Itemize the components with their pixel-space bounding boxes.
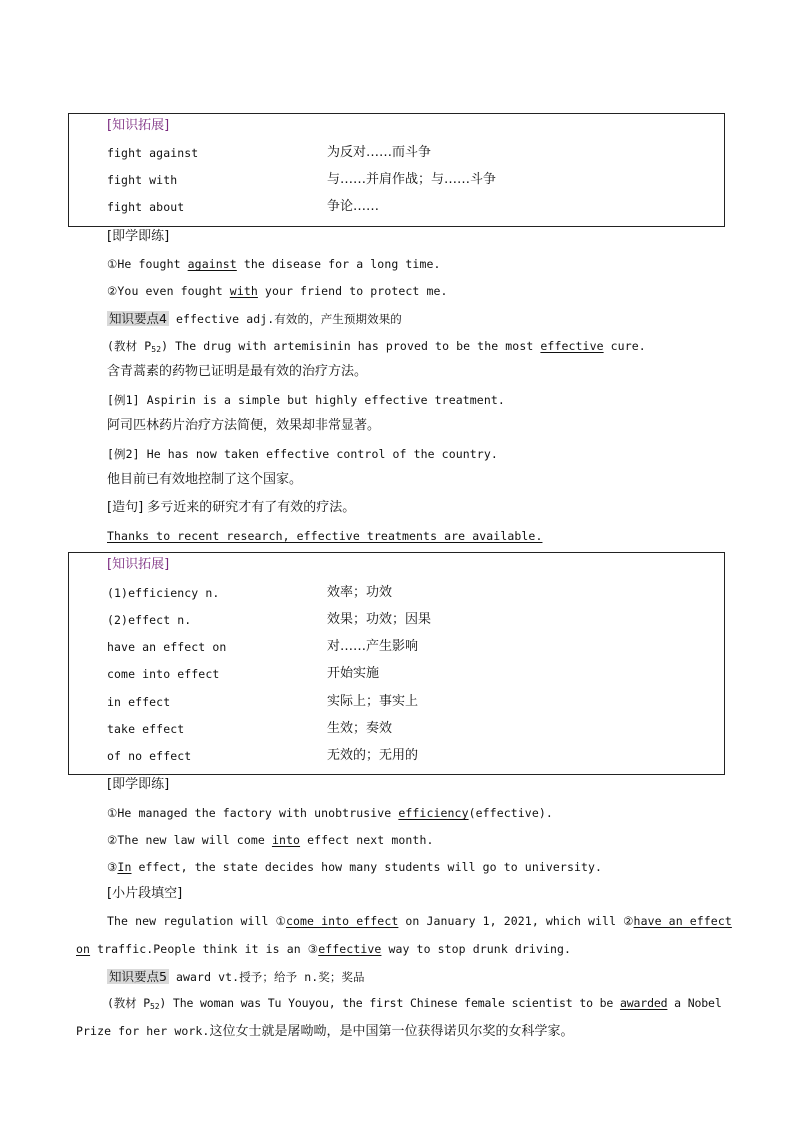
textbook-translation: 这位女士就是屠呦呦，是中国第一位获得诺贝尔奖的女科学家。 [209, 1024, 574, 1039]
sentence-text: ) The woman was Tu Youyou, the first Chinese female scientist to be [159, 996, 620, 1010]
box1-row-zh: 与……并肩作战；与……斗争 [327, 172, 497, 187]
box1-row-en: fight about [107, 200, 185, 214]
sentence-text: ②You even fought [107, 284, 230, 298]
practice2-heading: [即学即练] [107, 777, 170, 792]
box2-row-zh: 实际上；事实上 [327, 694, 419, 709]
box1-heading: [知识拓展] [107, 118, 170, 133]
point4-example-1: [例1] Aspirin is a simple but highly effective treatment. [107, 393, 505, 407]
box2-row-zh: 效率；功效 [327, 585, 393, 600]
answer-blank: on [76, 942, 91, 956]
box2-row-en: of no effect [107, 749, 192, 763]
textbook-label: (教材 P [107, 339, 152, 353]
point5-textbook-line-2 [76, 1022, 573, 1040]
box2-row-zh: 开始实施 [327, 666, 380, 681]
fill-heading: [小片段填空] [107, 886, 183, 901]
sentence-text: cure. [603, 339, 646, 353]
fill-paragraph-line-1 [107, 913, 732, 929]
sentence-text: (effective). [468, 806, 553, 820]
answer-blank: awarded [619, 996, 668, 1010]
box2-row-en: come into effect [107, 667, 220, 681]
answer-blank: come into effect [285, 914, 399, 928]
sentence-text: ①He managed the factory with unobtrusive [107, 806, 399, 820]
sentence-text: The new regulation will ① [107, 914, 286, 928]
sentence-text: ) The drug with artemisinin has proved to be the most [161, 339, 541, 353]
textbook-label: (教材 P [107, 996, 151, 1010]
answer-blank: into [271, 833, 301, 847]
practice2-sentence-1 [107, 805, 553, 821]
box2-row-zh: 对……产生影响 [327, 639, 419, 654]
answer-blank: effective [318, 942, 382, 956]
point4-example-2: [例2] He has now taken effective control of the country. [107, 447, 498, 461]
practice1-sentence-2 [107, 283, 448, 299]
sentence-text: effect next month. [300, 833, 434, 847]
point-title: effective adj.有效的，产生预期效果的 [168, 312, 402, 326]
box2-row-en: (1)efficiency n. [107, 586, 220, 600]
box1-row-en: fight against [107, 146, 199, 160]
point4-make-sentence-answer: Thanks to recent research, effective treatments are available. [107, 529, 543, 543]
point4-textbook-sentence [107, 338, 646, 358]
textbook-page: 52 [151, 345, 162, 354]
box2-row-en: (2)effect n. [107, 613, 192, 627]
sentence-text: Prize for her work. [76, 1024, 210, 1038]
sentence-text: traffic.People think it is an ③ [90, 942, 319, 956]
sentence-text: ③ [107, 860, 118, 874]
box1-row-zh: 为反对……而斗争 [327, 145, 432, 160]
point4-make-sentence: [造句] 多亏近来的研究才有了有效的疗法。 [107, 500, 356, 515]
box2-row-en: have an effect on [107, 640, 227, 654]
practice2-sentence-2 [107, 832, 434, 848]
answer-blank: efficiency [398, 806, 469, 820]
practice1-heading: [即学即练] [107, 229, 170, 244]
point4-example-2-translation: 他目前已有效地控制了这个国家。 [107, 472, 303, 487]
sentence-text: ①He fought [107, 257, 188, 271]
box2-row-zh: 效果；功效；因果 [327, 612, 432, 627]
point4-textbook-translation: 含青蒿素的药物已证明是最有效的治疗方法。 [107, 364, 368, 379]
practice1-sentence-1 [107, 256, 441, 272]
box2-row-zh: 生效；奏效 [327, 721, 393, 736]
point-title: award vt.授予；给予 n.奖；奖品 [168, 970, 365, 984]
answer-blank: with [229, 284, 258, 298]
box2-row-en: in effect [107, 695, 171, 709]
box2-row-en: take effect [107, 722, 185, 736]
point5-textbook-sentence [107, 995, 722, 1015]
fill-paragraph-line-2 [76, 941, 571, 957]
practice2-sentence-3 [107, 859, 602, 875]
answer-blank: effective [540, 339, 604, 353]
point-tag: 知识要点4 [109, 311, 167, 326]
box1-row-zh: 争论…… [327, 199, 380, 214]
knowledge-point-4 [107, 310, 402, 327]
sentence-text: the disease for a long time. [236, 257, 441, 271]
box2-heading: [知识拓展] [107, 557, 170, 572]
answer-blank: against [187, 257, 237, 271]
sentence-text: ②The new law will come [107, 833, 272, 847]
point4-example-1-translation: 阿司匹林药片治疗方法简便，效果却非常显著。 [107, 418, 381, 433]
sentence-text: way to stop drunk driving. [381, 942, 572, 956]
box1-row-en: fight with [107, 173, 178, 187]
sentence-text: a Nobel [667, 996, 722, 1010]
answer-blank: In [117, 860, 132, 874]
box2-row-zh: 无效的；无用的 [327, 748, 419, 763]
sentence-text: your friend to protect me. [257, 284, 448, 298]
textbook-page: 52 [150, 1002, 160, 1011]
answer-blank: have an effect [633, 914, 732, 928]
knowledge-point-5 [107, 968, 365, 985]
point-tag: 知识要点5 [109, 969, 167, 984]
sentence-text: effect, the state decides how many students will go to university. [131, 860, 603, 874]
sentence-text: on January 1, 2021, which will ② [398, 914, 634, 928]
